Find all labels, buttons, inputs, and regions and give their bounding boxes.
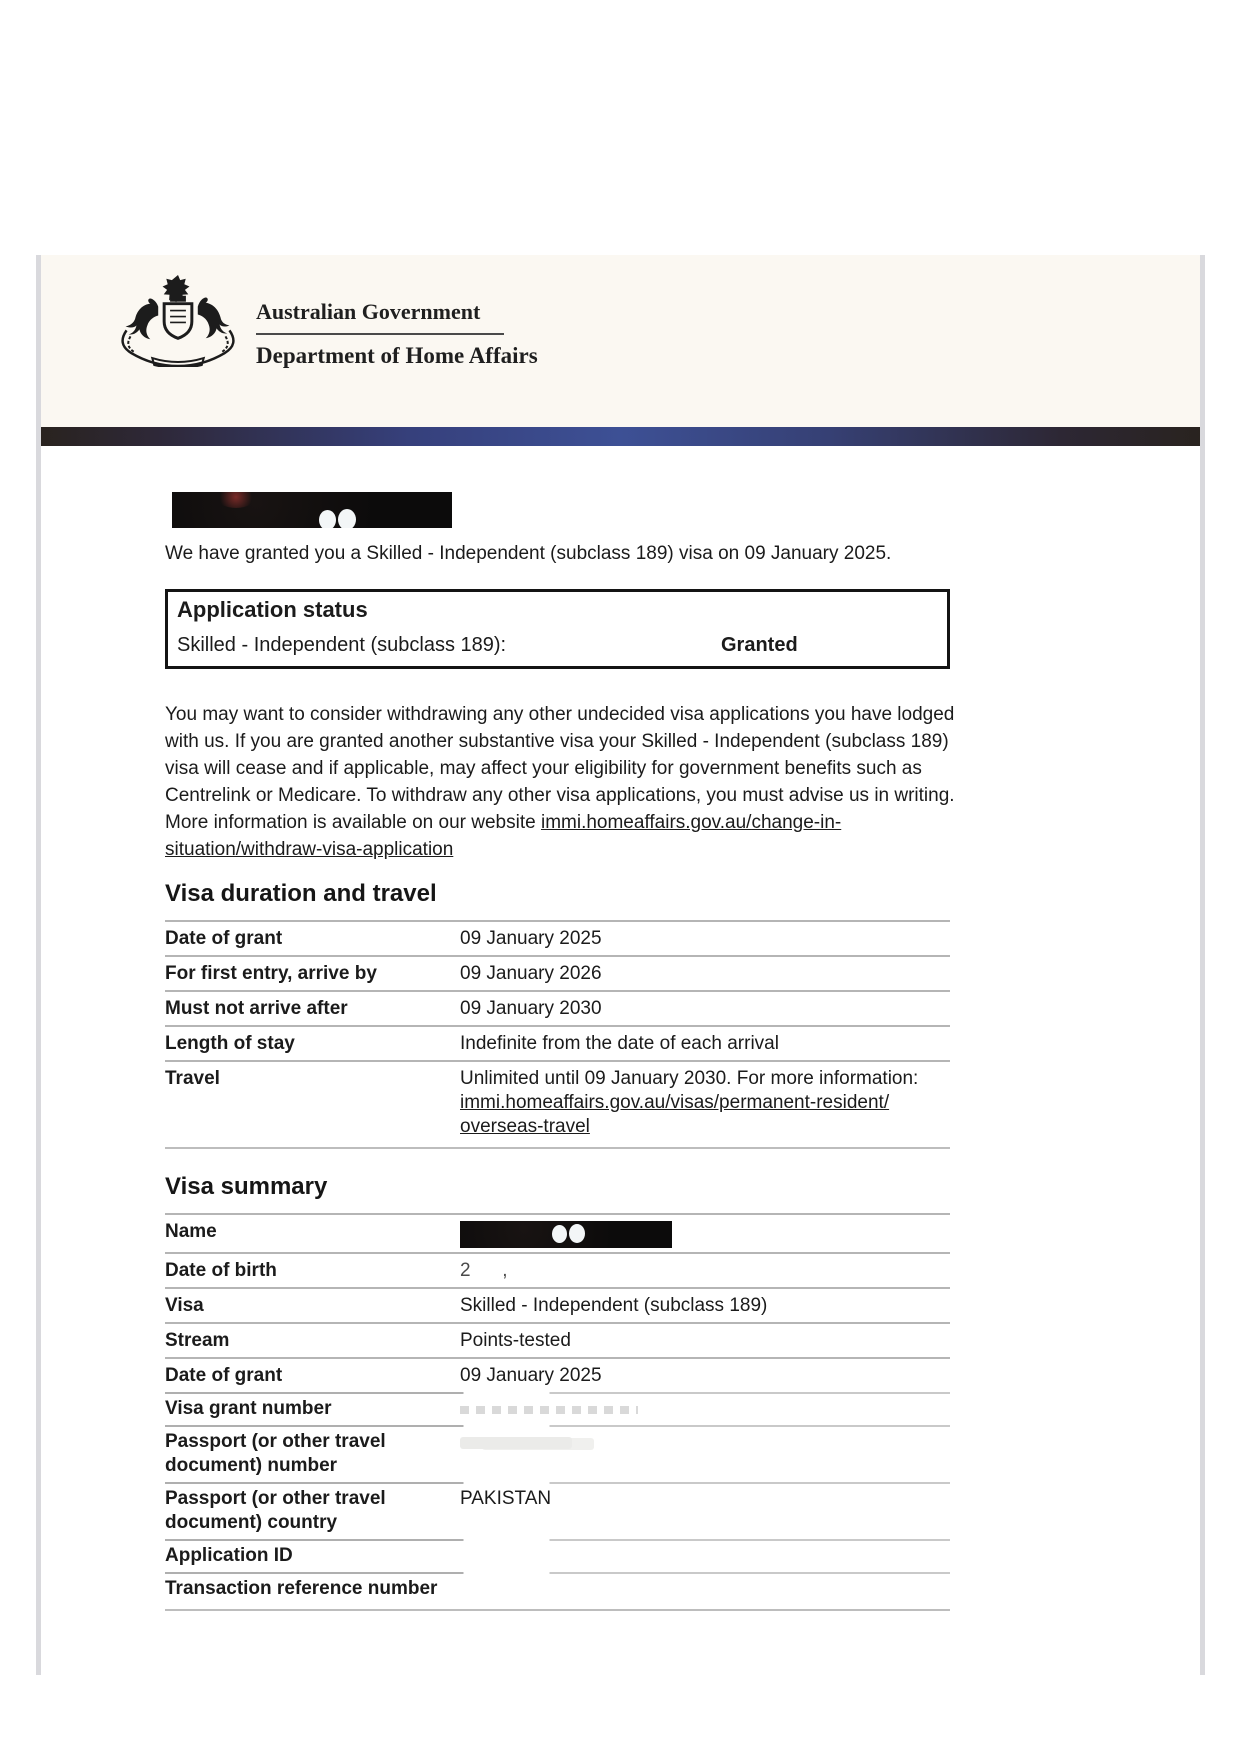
table-row [165,1572,950,1609]
row-label: Passport (or other travel document) number [165,1431,386,1476]
redacted-recipient-box [172,492,452,528]
row-label: Name [165,1221,217,1242]
row-value: Indefinite from the date of each arrival [460,1033,779,1054]
erased-value-artifact [460,1437,572,1449]
overseas-travel-link[interactable]: immi.homeaffairs.gov.au/visas/permanent-resident/ overseas-travel [460,1092,890,1137]
row-label: Stream [165,1330,230,1351]
row-label: Passport (or other travel document) country [165,1488,386,1533]
application-status-title: Application status [177,597,368,622]
row-value [460,1067,950,1139]
application-status-visa-label: Skilled - Independent (subclass 189): [177,634,507,656]
row-label: Transaction reference number [165,1578,438,1599]
row-value: Points-tested [460,1330,571,1351]
table-row [165,1539,950,1572]
redacted-name-box [460,1221,672,1248]
row-value-erased [460,1430,950,1478]
redaction-glare [319,510,336,528]
row-label: Travel [165,1068,220,1089]
table-row [165,1252,950,1287]
australian-coat-of-arms-icon [108,273,248,372]
withdraw-paragraph-text: You may want to consider withdrawing any other undecided visa applications you have lodged with us. If you are granted another substantive visa your Skilled - Independent (subclass 189) visa will cease and if applicable, may affect your eligibility for government benefits such as Centrelink or Medicare. To withdraw any other visa applications, you must advise us in writing. More information is available on our website [165,704,955,833]
row-label: Date of grant [165,928,283,949]
table-row [165,1482,950,1539]
row-value: PAKISTAN [460,1488,552,1509]
letterhead [41,255,1200,427]
row-value [460,1544,950,1568]
redaction-glare [552,1225,567,1243]
row-value: 09 January 2030 [460,998,602,1019]
erased-value-artifact [460,1406,638,1414]
visa-duration-title: Visa duration and travel [165,880,437,907]
row-label: Length of stay [165,1033,295,1054]
visa-duration-table [165,920,950,1149]
visa-summary-title: Visa summary [165,1173,328,1200]
row-value: 09 January 2025 [460,1365,602,1386]
letterhead-divider [256,333,504,335]
travel-value-text: Unlimited until 09 January 2030. For more information: [460,1068,919,1089]
redaction-glare [569,1224,585,1243]
row-value [460,1577,950,1601]
grant-intro-text: We have granted you a Skilled - Independent (subclass 189) visa on 09 January 2025. [165,543,892,564]
application-status-box [165,589,950,669]
row-label: Must not arrive after [165,998,348,1019]
redaction-artifact [216,492,256,508]
withdraw-paragraph [165,701,957,863]
table-row [165,1357,950,1392]
department-name: Department of Home Affairs [256,343,538,368]
row-value: 09 January 2026 [460,963,602,984]
row-label: Visa grant number [165,1398,332,1419]
row-label: Visa [165,1295,204,1316]
row-value: Skilled - Independent (subclass 189) [460,1295,768,1316]
withdraw-visa-link[interactable]: immi.homeaffairs.gov.au/change-in-situation/withdraw-visa-application [165,812,842,860]
table-row [165,920,950,955]
table-row [165,1425,950,1482]
table-row [165,1060,950,1147]
application-status-value: Granted [721,634,798,656]
agency-name: Australian Government [256,299,481,324]
row-value [460,1220,950,1248]
document-page [36,255,1205,1675]
table-row [165,990,950,1025]
redaction-glare [338,509,356,528]
visa-summary-table [165,1213,950,1611]
table-row [165,955,950,990]
table-row [165,1213,950,1252]
row-value-erased: 2 , [460,1260,508,1281]
row-label: Application ID [165,1545,293,1566]
row-label: Date of grant [165,1365,283,1386]
table-row [165,1322,950,1357]
row-label: Date of birth [165,1260,277,1281]
table-row [165,1287,950,1322]
row-value-erased [460,1397,950,1421]
accent-bar [41,427,1200,446]
table-row [165,1025,950,1060]
table-row [165,1392,950,1425]
row-label: For first entry, arrive by [165,963,377,984]
row-value: 09 January 2025 [460,928,602,949]
